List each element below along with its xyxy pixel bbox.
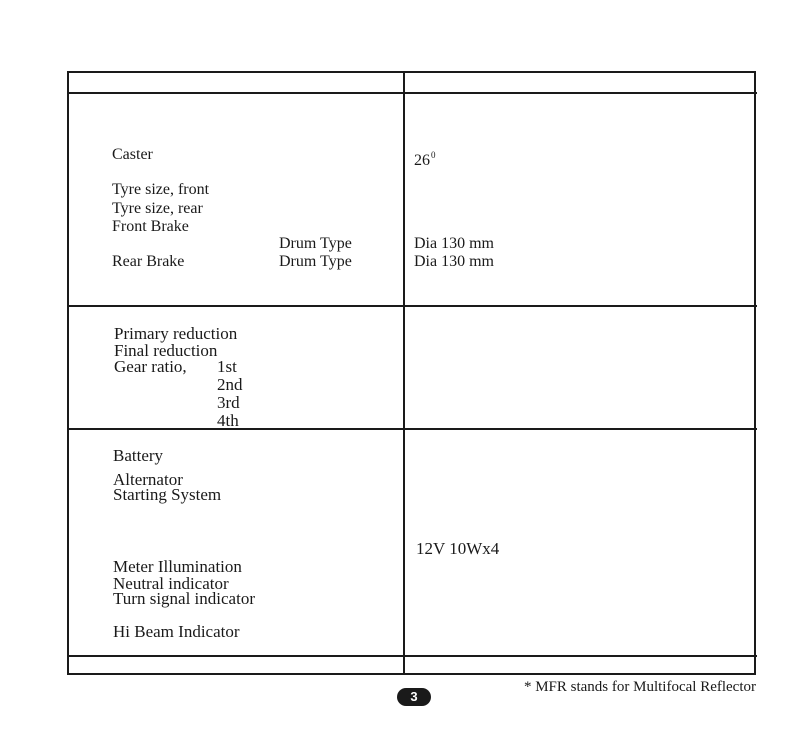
turn-signal-indicator-label: Turn signal indicator bbox=[113, 589, 255, 608]
caster-label: Caster bbox=[112, 146, 153, 163]
front-brake-label: Front Brake bbox=[112, 218, 189, 235]
tyre-front-label: Tyre size, front bbox=[112, 181, 210, 198]
mfr-footnote: * MFR stands for Multifocal Reflector bbox=[523, 679, 756, 695]
gear-3rd-label: 3rd bbox=[217, 393, 240, 412]
rear-brake-type: Drum Type bbox=[279, 253, 352, 270]
page-number-badge: 3 bbox=[397, 688, 431, 706]
front-brake-value: Dia 130 mm bbox=[414, 235, 494, 252]
primary-reduction-label: Primary reduction bbox=[114, 324, 238, 343]
section-divider-1 bbox=[67, 305, 757, 307]
tyre-rear-label: Tyre size, rear bbox=[112, 200, 203, 217]
battery-label: Battery bbox=[113, 446, 164, 465]
footer-row-divider bbox=[67, 655, 757, 657]
bulb-value: 12V 10Wx4 bbox=[416, 539, 500, 558]
rear-brake-value: Dia 130 mm bbox=[414, 253, 494, 270]
gear-4th-label: 4th bbox=[217, 411, 239, 430]
starting-system-label: Starting System bbox=[113, 485, 222, 504]
gear-ratio-label: Gear ratio, bbox=[114, 357, 187, 376]
caster-degree-mark: 0 bbox=[431, 150, 436, 160]
front-brake-type: Drum Type bbox=[279, 235, 352, 252]
section-divider-2 bbox=[67, 428, 757, 430]
gear-1st-label: 1st bbox=[217, 357, 237, 376]
caster-value: $26^0$ bbox=[414, 150, 436, 169]
rear-brake-label: Rear Brake bbox=[112, 253, 185, 270]
meter-illumination-label: Meter Illumination bbox=[113, 557, 242, 576]
header-row-divider bbox=[67, 92, 757, 94]
gear-2nd-label: 2nd bbox=[217, 375, 243, 394]
hi-beam-indicator-label: Hi Beam Indicator bbox=[113, 622, 240, 641]
neutral-indicator-label: Neutral indicator bbox=[113, 574, 229, 593]
column-divider bbox=[403, 71, 405, 675]
alternator-label: Alternator bbox=[113, 470, 183, 489]
final-reduction-label: Final reduction bbox=[114, 341, 218, 360]
